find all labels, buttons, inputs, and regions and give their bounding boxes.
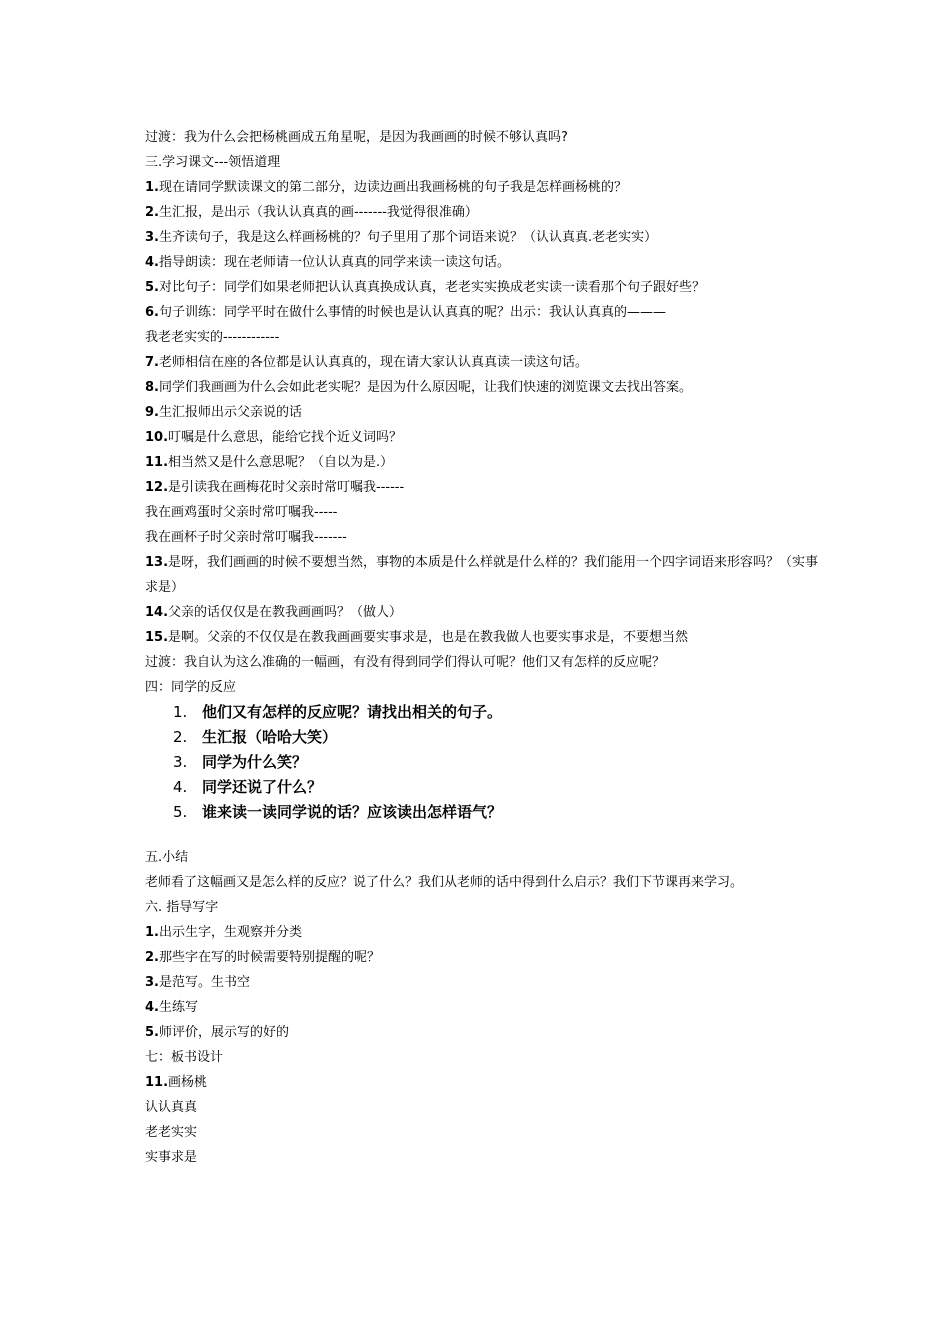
spacer xyxy=(145,825,825,845)
section-3-title: 三.学习课文---领悟道理 xyxy=(145,155,281,170)
list-item: 2. 生汇报（哈哈大笑） xyxy=(173,728,338,746)
list-item: 14.父亲的话仅仅是在教我画画吗？（做人） xyxy=(145,605,403,620)
list-item: 3. 同学为什么笑？ xyxy=(173,753,308,771)
list-item: 11.相当然又是什么意思呢？（自以为是.） xyxy=(145,455,394,470)
board-line: 认认真真 xyxy=(145,1100,198,1115)
section-4-title: 四：同学的反应 xyxy=(145,680,237,695)
list-item: 5.师评价，展示写的好的 xyxy=(145,1025,289,1040)
section-5-title: 五.小结 xyxy=(145,850,189,865)
list-item: 2.那些字在写的时候需要特别提醒的呢？ xyxy=(145,950,380,965)
list-item: 8.同学们我画画为什么会如此老实呢？是因为什么原因呢，让我们快速的浏览课文去找出答案。 xyxy=(145,380,692,395)
section-4-list xyxy=(145,700,825,825)
section-6-title: 六. 指导写字 xyxy=(145,900,219,915)
list-item: 5. 谁来读一读同学说的话？应该读出怎样语气？ xyxy=(173,803,503,821)
list-item: 1.出示生字，生观察并分类 xyxy=(145,925,302,940)
list-item: 15.是啊。父亲的不仅仅是在教我画画要实事求是，也是在教我做人也要实事求是，不要想当然 xyxy=(145,630,689,645)
list-item: 4. 同学还说了什么？ xyxy=(173,778,323,796)
list-item: 7.老师相信在座的各位都是认认真真的，现在请大家认认真真读一读这句话。 xyxy=(145,355,588,370)
board-line: 老老实实 xyxy=(145,1125,198,1140)
list-item: 1.现在请同学默读课文的第二部分，边读边画出我画杨桃的句子我是怎样画杨桃的？ xyxy=(145,180,627,195)
section-5-text: 老师看了这幅画又是怎么样的反应？说了什么？我们从老师的话中得到什么启示？我们下节课再来学习。 xyxy=(145,875,744,890)
list-item: 3.是范写。生书空 xyxy=(145,975,250,990)
board-title: 11.画杨桃 xyxy=(145,1075,208,1090)
list-item: 5.对比句子：同学们如果老师把认认真真换成认真，老老实实换成老实读一读看那个句子跟好些？ xyxy=(145,280,705,295)
list-item: 13.是呀，我们画画的时候不要想当然，事物的本质是什么样就是什么样的？我们能用一个四字词语来形容吗？（实事求是） xyxy=(145,555,819,595)
list-item: 4.生练写 xyxy=(145,1000,198,1015)
document-page xyxy=(145,125,825,1170)
list-item: 1. 他们又有怎样的反应呢？请找出相关的句子。 xyxy=(173,703,503,721)
transition-2: 过渡：我自认为这么准确的一幅画，有没有得到同学们得认可呢？他们又有怎样的反应呢？ xyxy=(145,655,666,670)
section-7-title: 七：板书设计 xyxy=(145,1050,224,1065)
list-item: 4.指导朗读：现在老师请一位认认真真的同学来读一读这句话。 xyxy=(145,255,510,270)
item-6-continuation: 我老老实实的------------ xyxy=(145,330,280,345)
list-item: 6.句子训练：同学平时在做什么事情的时候也是认认真真的呢？出示：我认认真真的——— xyxy=(145,305,666,320)
item-12-line: 我在画杯子时父亲时常叮嘱我------- xyxy=(145,530,347,545)
transition-1: 过渡：我为什么会把杨桃画成五角星呢，是因为我画画的时候不够认真吗? xyxy=(145,130,568,145)
item-12-line: 我在画鸡蛋时父亲时常叮嘱我----- xyxy=(145,505,338,520)
board-line: 实事求是 xyxy=(145,1150,198,1165)
list-item: 2.生汇报，是出示（我认认真真的画-------我觉得很准确） xyxy=(145,205,478,220)
list-item: 10.叮嘱是什么意思，能给它找个近义词吗？ xyxy=(145,430,403,445)
list-item: 12.是引读我在画梅花时父亲时常叮嘱我------ xyxy=(145,480,405,495)
list-item: 9.生汇报师出示父亲说的话 xyxy=(145,405,302,420)
list-item: 3.生齐读句子，我是这么样画杨桃的？句子里用了那个词语来说？（认认真真.老老实实） xyxy=(145,230,658,245)
